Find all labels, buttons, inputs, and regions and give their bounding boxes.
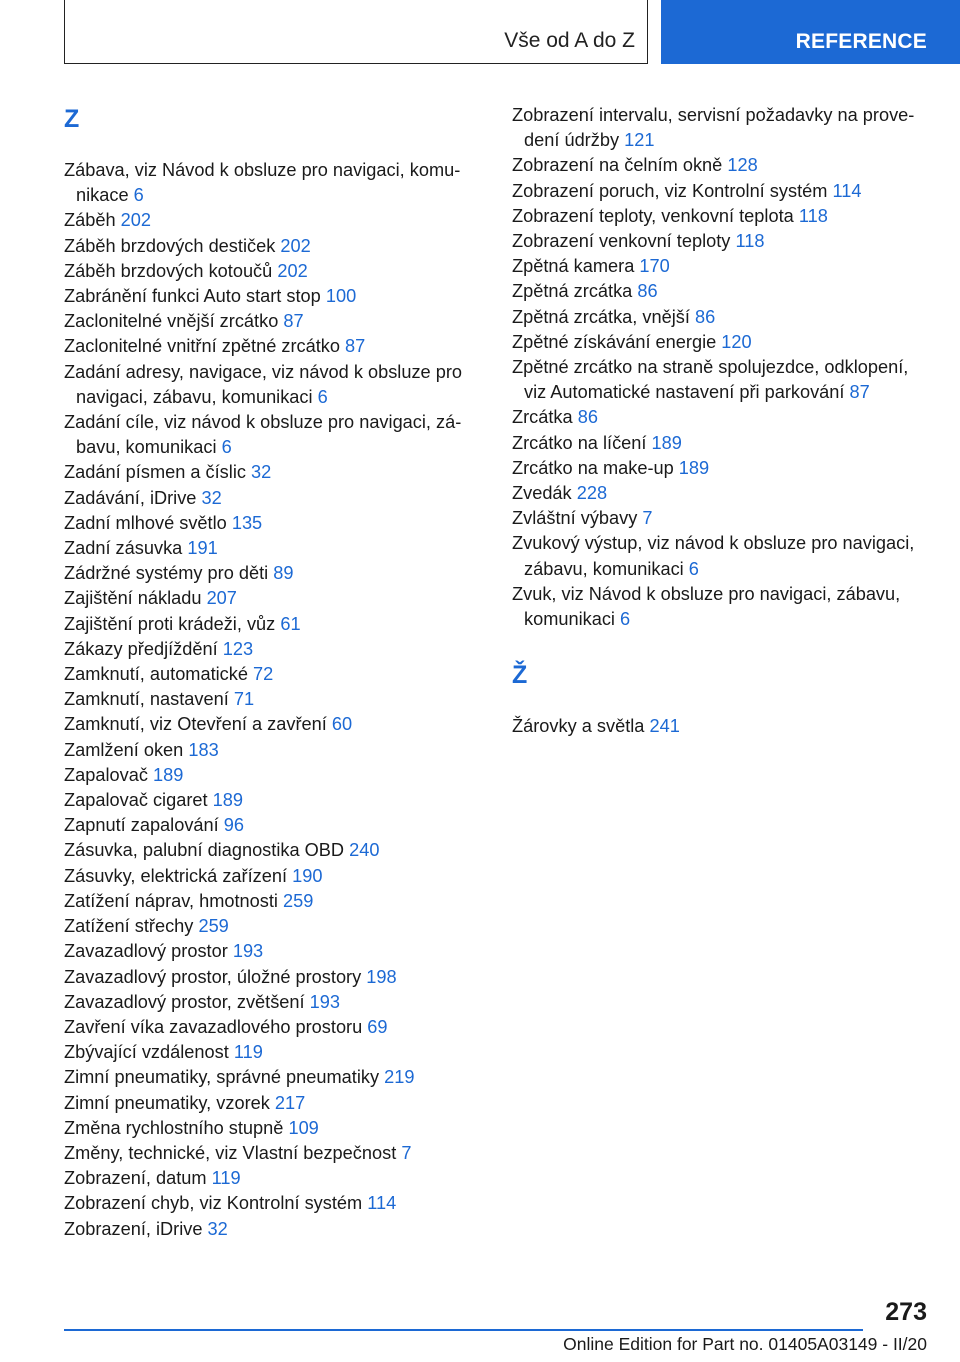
index-entry-page-link[interactable]: 219 [384, 1067, 415, 1088]
index-entry [64, 309, 484, 334]
index-entry-page-link[interactable]: 6 [221, 437, 232, 458]
index-entry-term: Zpětné získávání energie [512, 331, 717, 352]
index-entry-page-link[interactable]: 183 [188, 739, 219, 760]
index-entry-page-link[interactable]: 6 [133, 185, 144, 206]
index-entry-term: Zadání adresy, navigace, viz návod k obsluze pro navigaci, zábavu, komunikaci [64, 361, 462, 407]
index-entry-term: Zapalovač cigaret [64, 790, 208, 811]
index-entry-page-link[interactable]: 259 [283, 890, 314, 911]
index-entry [64, 410, 484, 460]
index-entry-term: Zobrazení, iDrive [64, 1218, 203, 1239]
index-entry-page-link[interactable]: 228 [576, 483, 608, 504]
index-entry-term: Záběh brzdových kotoučů [64, 260, 273, 281]
index-entry-term: Zrcátka [512, 407, 573, 428]
index-entry-term: Zobrazení venkovní teploty [512, 231, 731, 252]
index-entry [512, 279, 932, 304]
index-entry-page-link[interactable]: 128 [727, 155, 758, 176]
index-entry-page-link[interactable]: 123 [222, 638, 254, 659]
index-entry-term: Zamknutí, nastavení [64, 689, 229, 710]
index-entry-term: Zvedák [512, 483, 572, 504]
index-entry [64, 813, 484, 838]
index-entry-term: Zobrazení teploty, venkovní teplota [512, 205, 794, 226]
index-entry [64, 1040, 484, 1065]
index-entry-term: Změny, technické, viz Vlastní bezpečnost [64, 1142, 397, 1163]
index-entry-page-link[interactable]: 191 [187, 538, 218, 559]
index-entry-page-link[interactable]: 61 [280, 613, 301, 634]
index-entry-term: Zavazadlový prostor, úložné prostory [64, 966, 362, 987]
index-entry-page-link[interactable]: 135 [231, 512, 263, 533]
index-entry-page-link[interactable]: 7 [401, 1142, 412, 1163]
index-entry-term: Zbývající vzdálenost [64, 1042, 229, 1063]
index-entry [512, 456, 932, 481]
index-entry-term: Zrcátko na make-up [512, 457, 674, 478]
index-entry-term: Zádržné systémy pro děti [64, 563, 269, 584]
index-entry [64, 158, 484, 208]
index-entry-term: Zajištění proti krádeži, vůz [64, 613, 276, 634]
index-entry-page-link[interactable]: 87 [345, 336, 366, 357]
index-entry [512, 153, 932, 178]
index-entry-term: Zvláštní výbavy [512, 508, 638, 529]
index-entry-term: Zobrazení chyb, viz Kontrolní systém [64, 1193, 363, 1214]
index-entry-page-link[interactable]: 240 [349, 840, 380, 861]
index-entry [512, 305, 932, 330]
index-entry-term: Zadávání, iDrive [64, 487, 197, 508]
index-entry [512, 330, 932, 355]
index-entry [512, 204, 932, 229]
index-entry [64, 889, 484, 914]
index-entry-page-link[interactable]: 71 [233, 689, 255, 710]
footer-divider [64, 1329, 863, 1331]
index-entry-page-link[interactable]: 202 [280, 235, 311, 256]
index-entry-page-link[interactable]: 100 [325, 286, 357, 307]
index-entry-page-link[interactable]: 6 [620, 609, 631, 630]
index-entry [512, 481, 932, 506]
index-entry [64, 561, 484, 586]
index-entry [64, 965, 484, 990]
index-entry [64, 460, 484, 485]
index-entry [64, 1191, 484, 1216]
index-entry-term: Zatížení náprav, hmotnosti [64, 890, 278, 911]
index-entry [64, 284, 484, 309]
index-entry-page-link[interactable]: 69 [367, 1016, 388, 1037]
index-entry [64, 1217, 484, 1242]
index-entry [64, 990, 484, 1015]
index-entry-term: Zrcátko na líčení [512, 432, 647, 453]
index-entry-page-link[interactable]: 86 [694, 306, 716, 327]
index-entry [64, 1065, 484, 1090]
index-entry-page-link[interactable]: 193 [309, 991, 341, 1012]
index-entry-page-link[interactable]: 86 [637, 281, 658, 302]
index-entry [64, 234, 484, 259]
index-entry [64, 511, 484, 536]
index-entry [64, 1116, 484, 1141]
index-entry [64, 687, 484, 712]
index-entry-term: Zaclonitelné vnitřní zpětné zrcátko [64, 336, 340, 357]
index-entry-term: Zadání písmen a číslic [64, 462, 246, 483]
index-entry [64, 738, 484, 763]
index-entry-term: Zajištění nákladu [64, 588, 202, 609]
index-entry-term: Zimní pneumatiky, vzorek [64, 1092, 270, 1113]
index-entry-page-link[interactable]: 87 [849, 382, 870, 403]
index-entry-page-link[interactable]: 189 [212, 790, 243, 811]
index-entry-term: Zákazy předjíždění [64, 638, 218, 659]
index-column-left [64, 158, 484, 1242]
index-entry-page-link[interactable]: 6 [317, 386, 328, 407]
header-section-box [64, 0, 648, 64]
header-reference-tab[interactable] [661, 0, 960, 64]
index-entry [64, 1141, 484, 1166]
index-entry-page-link[interactable]: 193 [232, 941, 264, 962]
index-entry-term: Zamknutí, automatické [64, 664, 248, 685]
index-entry [64, 334, 484, 359]
index-entry [64, 788, 484, 813]
index-entry-page-link[interactable]: 86 [577, 407, 598, 428]
index-entry-term: Žárovky a světla [512, 716, 645, 736]
index-entry-page-link[interactable]: 87 [283, 311, 304, 332]
header-reference-label: REFERENCE [795, 30, 927, 53]
index-entry-term: Zapnutí zapalování [64, 815, 219, 836]
index-entry [64, 612, 484, 637]
index-entry-page-link[interactable]: 207 [206, 588, 237, 609]
index-entry-page-link[interactable]: 241 [649, 716, 680, 736]
index-entry-term: Zobrazení, datum [64, 1168, 207, 1189]
index-entry-term: Zamknutí, viz Otevření a zavření [64, 714, 327, 735]
index-column-right-zh [512, 714, 932, 739]
index-entry [64, 914, 484, 939]
index-entry-term: Zvuk, viz Návod k obsluze pro navigaci, zábavu, komunikaci [512, 583, 901, 630]
index-entry [64, 208, 484, 233]
index-entry-page-link[interactable]: 32 [251, 462, 272, 483]
index-entry [64, 1015, 484, 1040]
index-entry-term: Zaclonitelné vnější zrcátko [64, 311, 279, 332]
index-entry-page-link[interactable]: 96 [223, 815, 244, 836]
index-entry-page-link[interactable]: 119 [233, 1042, 263, 1063]
index-entry-page-link[interactable]: 190 [292, 865, 323, 886]
index-entry-term: Zimní pneumatiky, správné pneumatiky [64, 1067, 380, 1088]
index-entry [512, 506, 932, 531]
index-entry-term: Zpětné zrcátko na straně spolujezdce, odklopení, viz Automatické nastavení při parkování [512, 357, 909, 403]
index-entry [64, 662, 484, 687]
index-entry [64, 1091, 484, 1116]
index-entry [512, 229, 932, 254]
index-entry-term: Změna rychlostního stupně [64, 1117, 284, 1138]
index-entry-page-link[interactable]: 118 [798, 205, 828, 226]
index-entry-term: Zamlžení oken [64, 739, 184, 760]
index-entry-term: Zvukový výstup, viz návod k obsluze pro navigaci, zábavu, komunikaci [512, 533, 915, 579]
index-entry-page-link[interactable]: 60 [331, 714, 353, 735]
index-entry-page-link[interactable]: 119 [211, 1168, 241, 1189]
index-entry-page-link[interactable]: 114 [367, 1193, 397, 1214]
index-entry-term: Zpětná zrcátka [512, 281, 633, 302]
index-entry-page-link[interactable]: 259 [198, 916, 229, 937]
index-entry [512, 714, 932, 739]
index-entry [512, 254, 932, 279]
index-entry [512, 431, 932, 456]
index-entry-page-link[interactable]: 72 [253, 664, 274, 685]
index-entry [64, 763, 484, 788]
index-column-right [512, 103, 932, 632]
index-entry-term: Zavření víka zavazadlového prostoru [64, 1016, 363, 1037]
index-entry [64, 637, 484, 662]
index-entry-page-link[interactable]: 89 [273, 563, 294, 584]
index-entry [64, 486, 484, 511]
index-entry [512, 355, 932, 405]
index-entry [64, 864, 484, 889]
page-number: 273 [885, 1298, 927, 1326]
index-entry-page-link[interactable]: 109 [288, 1117, 319, 1138]
index-entry [64, 360, 484, 410]
index-entry [64, 1166, 484, 1191]
section-letter-z: Z [64, 105, 80, 133]
index-entry-page-link[interactable]: 118 [735, 231, 765, 252]
index-entry-page-link[interactable]: 6 [688, 558, 699, 579]
index-entry-page-link[interactable]: 114 [832, 180, 862, 201]
index-entry-page-link[interactable]: 7 [642, 508, 653, 529]
index-entry-term: Zavazadlový prostor [64, 941, 228, 962]
index-entry-page-link[interactable]: 121 [624, 130, 655, 151]
index-entry [512, 103, 932, 153]
index-entry-page-link[interactable]: 32 [207, 1218, 228, 1239]
index-entry-term: Zásuvka, palubní diagnostika OBD [64, 840, 345, 861]
section-letter-zh: Ž [512, 661, 528, 689]
index-entry-term: Zobrazení na čelním okně [512, 155, 723, 176]
index-entry-page-link[interactable]: 170 [639, 256, 670, 277]
index-entry [512, 531, 932, 581]
index-entry [64, 838, 484, 863]
index-entry-term: Zadní mlhové světlo [64, 512, 227, 533]
index-entry-term: Zadání cíle, viz návod k obsluze pro navigaci, zábavu, komunikaci [64, 412, 462, 458]
index-entry-term: Záběh brzdových destiček [64, 235, 276, 256]
index-entry [64, 259, 484, 284]
index-entry-term: Zobrazení intervalu, servisní požadavky na provedení údržby [512, 105, 915, 151]
index-entry-term: Záběh [64, 210, 116, 231]
index-entry-term: Zpětná kamera [512, 256, 635, 277]
index-entry-term: Zavazadlový prostor, zvětšení [64, 991, 305, 1012]
index-entry-term: Zpětná zrcátka, vnější [512, 306, 690, 327]
index-entry-term: Zabránění funkci Auto start stop [64, 286, 321, 307]
index-entry-term: Zapalovač [64, 764, 148, 785]
index-entry [64, 939, 484, 964]
index-entry-page-link[interactable]: 189 [678, 457, 710, 478]
index-entry [512, 405, 932, 430]
index-entry [64, 536, 484, 561]
index-entry-page-link[interactable]: 189 [152, 764, 184, 785]
index-entry [512, 179, 932, 204]
index-entry-page-link[interactable]: 202 [277, 260, 308, 281]
index-entry-page-link[interactable]: 189 [651, 432, 682, 453]
index-entry-page-link[interactable]: 198 [366, 966, 397, 987]
index-entry-page-link[interactable]: 217 [274, 1092, 306, 1113]
index-entry-page-link[interactable]: 202 [120, 210, 151, 231]
footer-edition-text: Online Edition for Part no. 01405A03149 - II/20 [563, 1334, 927, 1354]
index-entry [64, 586, 484, 611]
index-entry-page-link[interactable]: 32 [201, 487, 222, 508]
header-section-title: Vše od A do Z [504, 29, 635, 52]
index-entry-term: Zobrazení poruch, viz Kontrolní systém [512, 180, 828, 201]
index-entry-term: Zábava, viz Návod k obsluze pro navigaci, komunikace [64, 160, 461, 206]
index-entry-page-link[interactable]: 120 [721, 331, 752, 352]
index-entry [512, 582, 932, 632]
index-entry-term: Zadní zásuvka [64, 538, 183, 559]
footer-edition [563, 1334, 927, 1355]
index-entry [64, 712, 484, 737]
index-entry-term: Zásuvky, elektrická zařízení [64, 865, 288, 886]
index-entry-term: Zatížení střechy [64, 916, 194, 937]
